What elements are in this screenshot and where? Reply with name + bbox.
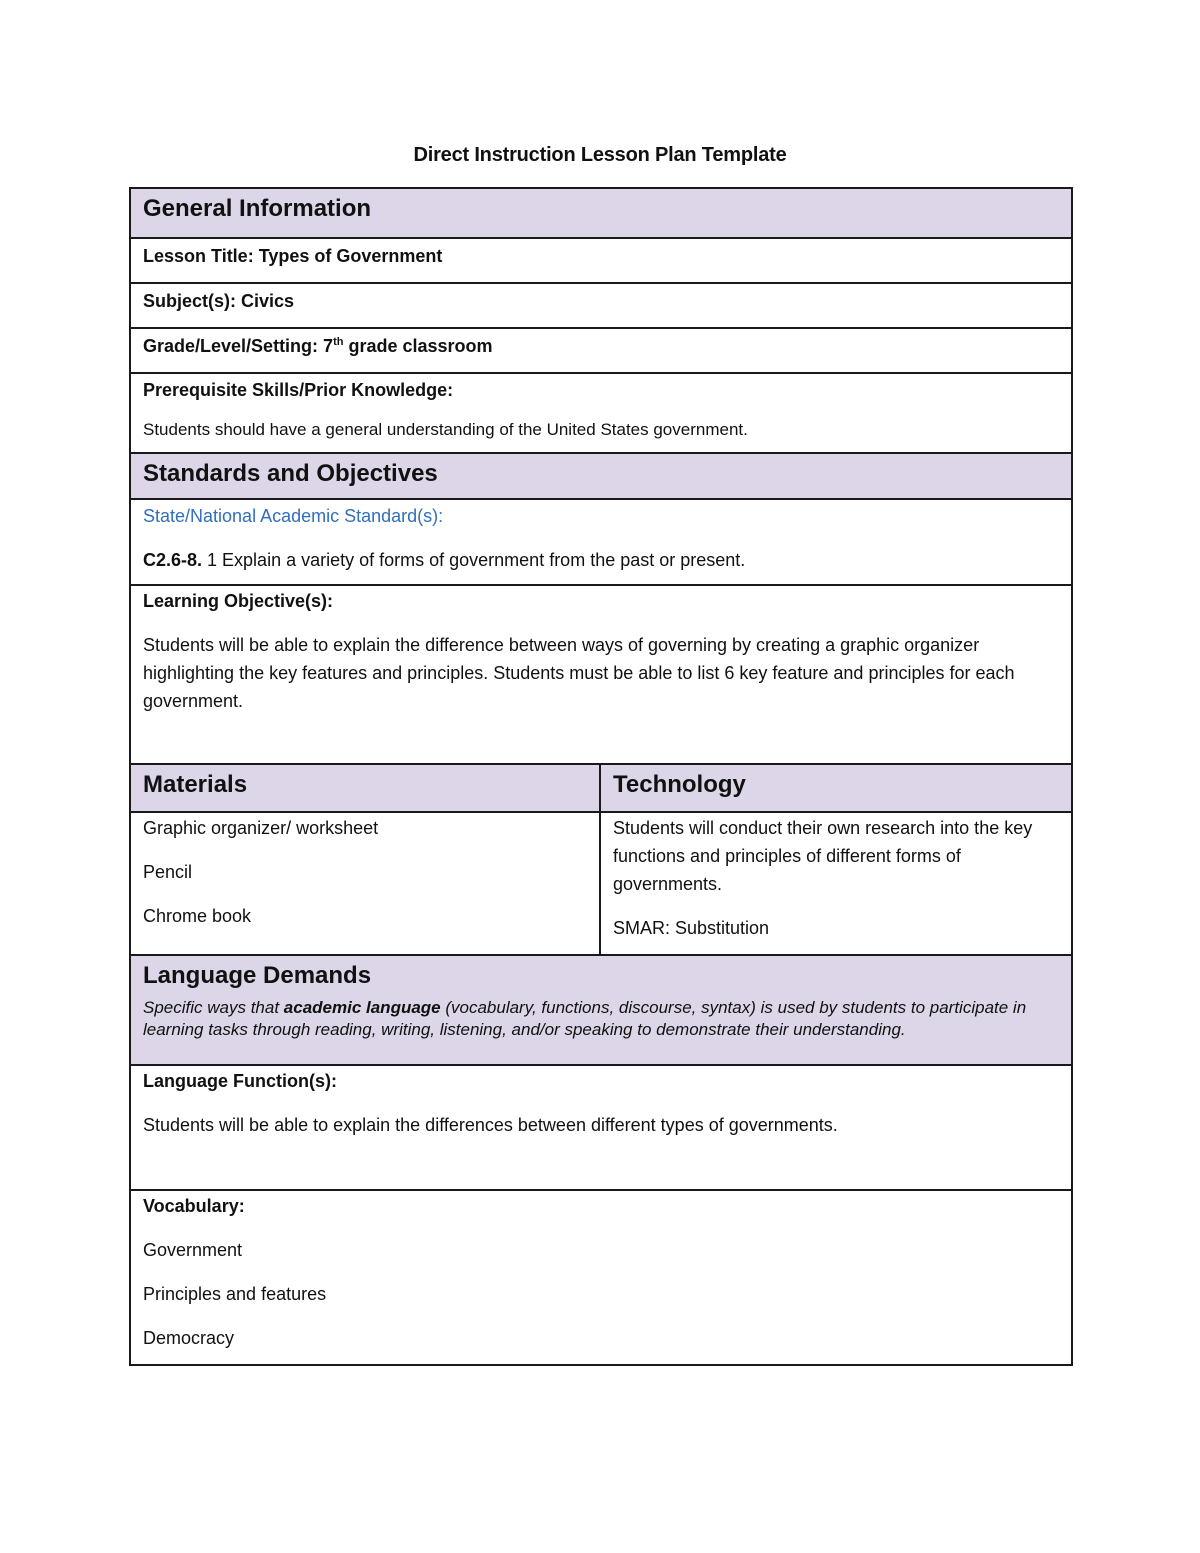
language-header-row [130,955,1072,1065]
subjects-row [130,283,1072,328]
document-title: Direct Instruction Lesson Plan Template [413,144,787,166]
grade-row [130,328,1072,373]
materials-technology-header-row [130,764,1072,812]
technology-smar: SMAR: Substitution [613,918,770,938]
subjects: Subject(s): Civics [130,283,1072,328]
vocabulary-label: Vocabulary: [143,1196,245,1216]
vocabulary-item: Government [143,1240,243,1260]
standard-text: C2.6-8. 1 Explain a variety of forms of government from the past or present. [143,550,746,570]
materials-item: Pencil [143,862,193,882]
vocabulary-item: Democracy [143,1328,235,1348]
language-function-text: Students will be able to explain the differences between different types of governments. [143,1115,838,1135]
prereq-label: Prerequisite Skills/Prior Knowledge: [143,380,454,400]
vocabulary-row [130,1190,1072,1365]
lesson-title-row [130,238,1072,283]
general-info-heading: General Information [143,195,372,222]
standards-heading: Standards and Objectives [143,460,438,487]
language-heading: Language Demands [143,962,372,989]
standards-row [130,499,1072,585]
standard-label: State/National Academic Standard(s): [143,506,444,526]
general-info-header-row [130,188,1072,238]
grade-level-setting: Grade/Level/Setting: 7th grade classroom [130,328,1072,373]
objective-row [130,585,1072,764]
vocabulary-item: Principles and features [143,1284,327,1304]
objective-label: Learning Objective(s): [143,591,334,611]
materials-list [130,812,600,955]
lesson-plan-table [129,187,1073,1366]
technology-cell [600,812,1072,955]
objective-text: Students will be able to explain the difference between ways of governing by creating a graphic organizer highlighting the key features and principles. Students must be able to list 6 key feature and principles for each government. [143,635,1015,711]
prereq-row [130,373,1072,453]
language-note: Specific ways that academic language (vocabulary, functions, discourse, syntax) is used by students to participate in learning tasks through reading, writing, listening, and/or speaking to demonstrate their understanding. [143,998,1027,1039]
materials-heading: Materials [143,771,248,798]
materials-technology-row [130,812,1072,955]
language-function-label: Language Function(s): [143,1071,337,1091]
materials-item: Graphic organizer/ worksheet [143,818,379,838]
lesson-title: Lesson Title: Types of Government [130,238,1072,283]
technology-heading: Technology [613,771,746,798]
language-function-row [130,1065,1072,1190]
standards-header-row [130,453,1072,499]
prereq-text: Students should have a general understanding of the United States government. [143,420,748,439]
technology-text: Students will conduct their own research into the key functions and principles of different forms of governments. [613,818,1033,894]
materials-item: Chrome book [143,906,252,926]
